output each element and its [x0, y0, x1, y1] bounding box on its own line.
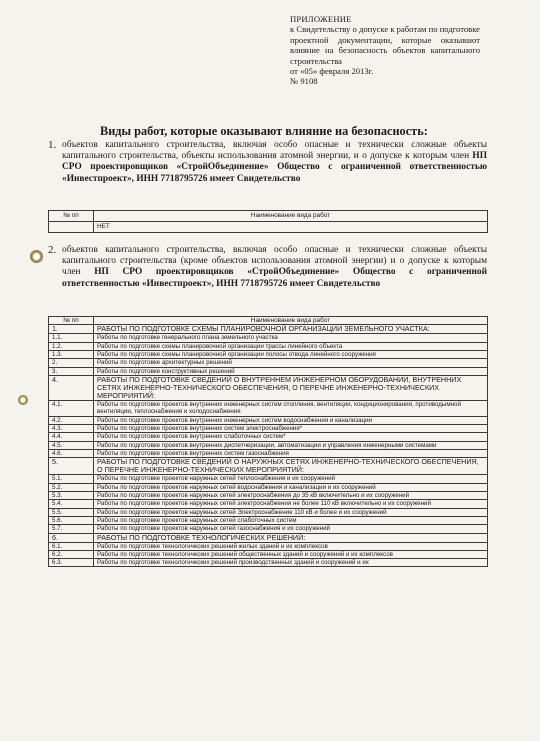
table-row	[49, 375, 488, 400]
table-row	[49, 550, 488, 558]
row-number: 2.	[49, 359, 94, 367]
table-row	[49, 483, 488, 491]
table-row	[49, 508, 488, 516]
table-row	[49, 475, 488, 483]
row-work-type: Работы по подготовке проектов внутренних инженерных систем отопления, вентиляции, кондиционирования, противодымной вентиляции, теплоснабжения и холодоснабжения	[94, 401, 488, 417]
row-work-type: Работы по подготовке технологических решений производственных зданий и сооружений и их	[94, 559, 488, 567]
row-work-type: Работы по подготовке схемы планировочной организации трассы линейного объекта	[94, 342, 488, 350]
row-work-type: Работы по подготовке схемы планировочной организации полосы отвода линейного сооружения	[94, 350, 488, 358]
row-number: 1.2.	[49, 342, 94, 350]
table-row	[49, 334, 488, 342]
row-number: 4.	[49, 375, 94, 400]
table-2-header-name: Наименование вида работ	[94, 317, 488, 325]
row-number: 6.2.	[49, 550, 94, 558]
row-number: 4.6.	[49, 449, 94, 457]
section-2	[48, 244, 487, 290]
appendix-text: к Свидетельству о допуске к работам по подготовке проектной документации, которые оказывают влияние на безопасность объектов капитального строительства	[290, 24, 480, 66]
row-work-type: Работы по подготовке проектов внутренних слаботочных систем*	[94, 433, 488, 441]
row-work-type: Работы по подготовке проектов наружных сетей слаботочных систем	[94, 516, 488, 524]
section-1-number: 1.	[48, 139, 57, 151]
section-1-text: объектов капитального строительства, включая особо опасные и технически сложные объекты капитального строительства, объекты использования атомной энергии, и о допуске к которым член	[62, 140, 487, 162]
table-row	[49, 425, 488, 433]
appendix-title: ПРИЛОЖЕНИЕ	[290, 14, 352, 24]
table-1-header-name: Наименование вида работ	[94, 211, 488, 222]
page-title: Виды работ, которые оказывают влияние на безопасность:	[100, 124, 428, 138]
row-work-type: Работы по подготовке проектов внутренних систем газоснабжения	[94, 449, 488, 457]
row-number: 4.2.	[49, 416, 94, 424]
table-row	[49, 433, 488, 441]
row-work-type: Работы по подготовке проектов наружных сетей теплоснабжения и их сооружений	[94, 475, 488, 483]
row-work-type: Работы по подготовке проектов наружных сетей Электроснабжение 110 кВ и более и их сооружений	[94, 508, 488, 516]
section-2-company: НП СРО проектировщиков «СтройОбъединение» Общество с ограниченной ответственностью «Инвестпроект», ИНН 7718795726 имеет Свидетельство	[62, 267, 487, 289]
row-number: 5.7.	[49, 525, 94, 533]
table-row	[49, 441, 488, 449]
row-work-type: РАБОТЫ ПО ПОДГОТОВКЕ СВЕДЕНИЙ О ВНУТРЕННЕМ ИНЖЕНЕРНОМ ОБОРУДОВАНИИ, ВНУТРЕННИХ СЕТЯХ ИНЖЕНЕРНО-ТЕХНИЧЕСКОГО ОБЕСПЕЧЕНИЯ, О ПЕРЕЧНЕ ИНЖЕНЕРНО-ТЕХНИЧЕСКИХ МЕРОПРИЯТИЙ:	[94, 375, 488, 400]
table-row	[49, 492, 488, 500]
row-work-type: РАБОТЫ ПО ПОДГОТОВКЕ ТЕХНОЛОГИЧЕСКИХ РЕШЕНИЙ:	[94, 533, 488, 542]
binder-ring-top	[30, 250, 43, 263]
table-2	[48, 316, 488, 567]
row-work-type: Работы по подготовке технологических решений общественных зданий и сооружений и их комплексов	[94, 550, 488, 558]
row-number: 6.1.	[49, 542, 94, 550]
row-work-type: РАБОТЫ ПО ПОДГОТОВКЕ СХЕМЫ ПЛАНИРОВОЧНОЙ ОРГАНИЗАЦИИ ЗЕМЕЛЬНОГО УЧАСТКА:	[94, 325, 488, 334]
table-row	[49, 325, 488, 334]
section-2-number: 2.	[48, 244, 57, 256]
row-work-type: Работы по подготовке генерального плана земельного участка	[94, 334, 488, 342]
table-row	[49, 516, 488, 524]
row-work-type: Работы по подготовке проектов наружных сетей газоснабжения и их сооружений	[94, 525, 488, 533]
row-number: 5.1.	[49, 475, 94, 483]
row-number: 5.2.	[49, 483, 94, 491]
table-row	[49, 401, 488, 417]
row-number: 6.	[49, 533, 94, 542]
table-1-cell: НЕТ	[94, 222, 488, 233]
row-number: 5.3.	[49, 492, 94, 500]
row-work-type: Работы по подготовке проектов внутренних систем электроснабжения*	[94, 425, 488, 433]
row-number: 4.1.	[49, 401, 94, 417]
row-number: 4.3.	[49, 425, 94, 433]
table-2-header-no: № пп	[49, 317, 94, 325]
row-work-type: Работы по подготовке проектов наружных сетей водоснабжения и канализации и их сооружений	[94, 483, 488, 491]
row-number: 5.	[49, 458, 94, 475]
table-row	[49, 350, 488, 358]
row-work-type: Работы по подготовке проектов внутренних инженерных систем водоснабжения и канализации	[94, 416, 488, 424]
binder-ring-bottom	[18, 395, 28, 405]
appendix-number: № 9108	[290, 76, 318, 87]
appendix-block	[290, 14, 480, 87]
row-work-type: Работы по подготовке конструктивных решений	[94, 367, 488, 375]
table-1-cell	[49, 222, 94, 233]
row-number: 5.4.	[49, 500, 94, 508]
table-1	[48, 210, 488, 233]
row-work-type: Работы по подготовке проектов наружных сетей электроснабжения до 35 кВ включительно и их сооружений	[94, 492, 488, 500]
section-2-text: объектов капитального строительства, включая особо опасные и технически сложные объекты капитального строительства (кроме объектов использования атомной энергии) и о допуске к которым член	[62, 245, 487, 278]
row-number: 1.3.	[49, 350, 94, 358]
table-row	[49, 416, 488, 424]
table-row	[49, 525, 488, 533]
row-number: 3.	[49, 367, 94, 375]
table-row	[49, 342, 488, 350]
row-work-type: Работы по подготовке проектов наружных сетей электроснабжения не более 110 кВ включительно и их сооружений	[94, 500, 488, 508]
row-number: 5.5.	[49, 508, 94, 516]
row-number: 4.5.	[49, 441, 94, 449]
row-number: 4.4.	[49, 433, 94, 441]
appendix-date: от «05» февраля 2013г.	[290, 66, 374, 77]
section-1-company: НП СРО проектировщиков «СтройОбъединение» Общество с ограниченной ответственностью «Инвестпроект», ИНН 7718795726 имеет Свидетельство	[62, 151, 487, 184]
row-number: 6.3.	[49, 559, 94, 567]
row-work-type: Работы по подготовке проектов внутренних диспетчеризации, автоматизации и управления инженерными системами	[94, 441, 488, 449]
row-work-type: РАБОТЫ ПО ПОДГОТОВКЕ СВЕДЕНИЙ О НАРУЖНЫХ СЕТЯХ ИНЖЕНЕРНО-ТЕХНИЧЕСКОГО ОБЕСПЕЧЕНИЯ, О ПЕРЕЧНЕ ИНЖЕНЕРНО-ТЕХНИЧЕСКИХ МЕРОПРИЯТИЙ:	[94, 458, 488, 475]
table-1-header-no: № пп	[49, 211, 94, 222]
table-row	[49, 359, 488, 367]
table-row	[49, 542, 488, 550]
row-number: 1.1.	[49, 334, 94, 342]
row-number: 1.	[49, 325, 94, 334]
table-row	[49, 500, 488, 508]
row-work-type: Работы по подготовке архитектурных решений	[94, 359, 488, 367]
row-number: 5.6.	[49, 516, 94, 524]
table-row	[49, 533, 488, 542]
section-1	[48, 139, 487, 185]
row-work-type: Работы по подготовке технологических решений жилых зданий и их комплексов	[94, 542, 488, 550]
table-row	[49, 559, 488, 567]
table-row	[49, 458, 488, 475]
